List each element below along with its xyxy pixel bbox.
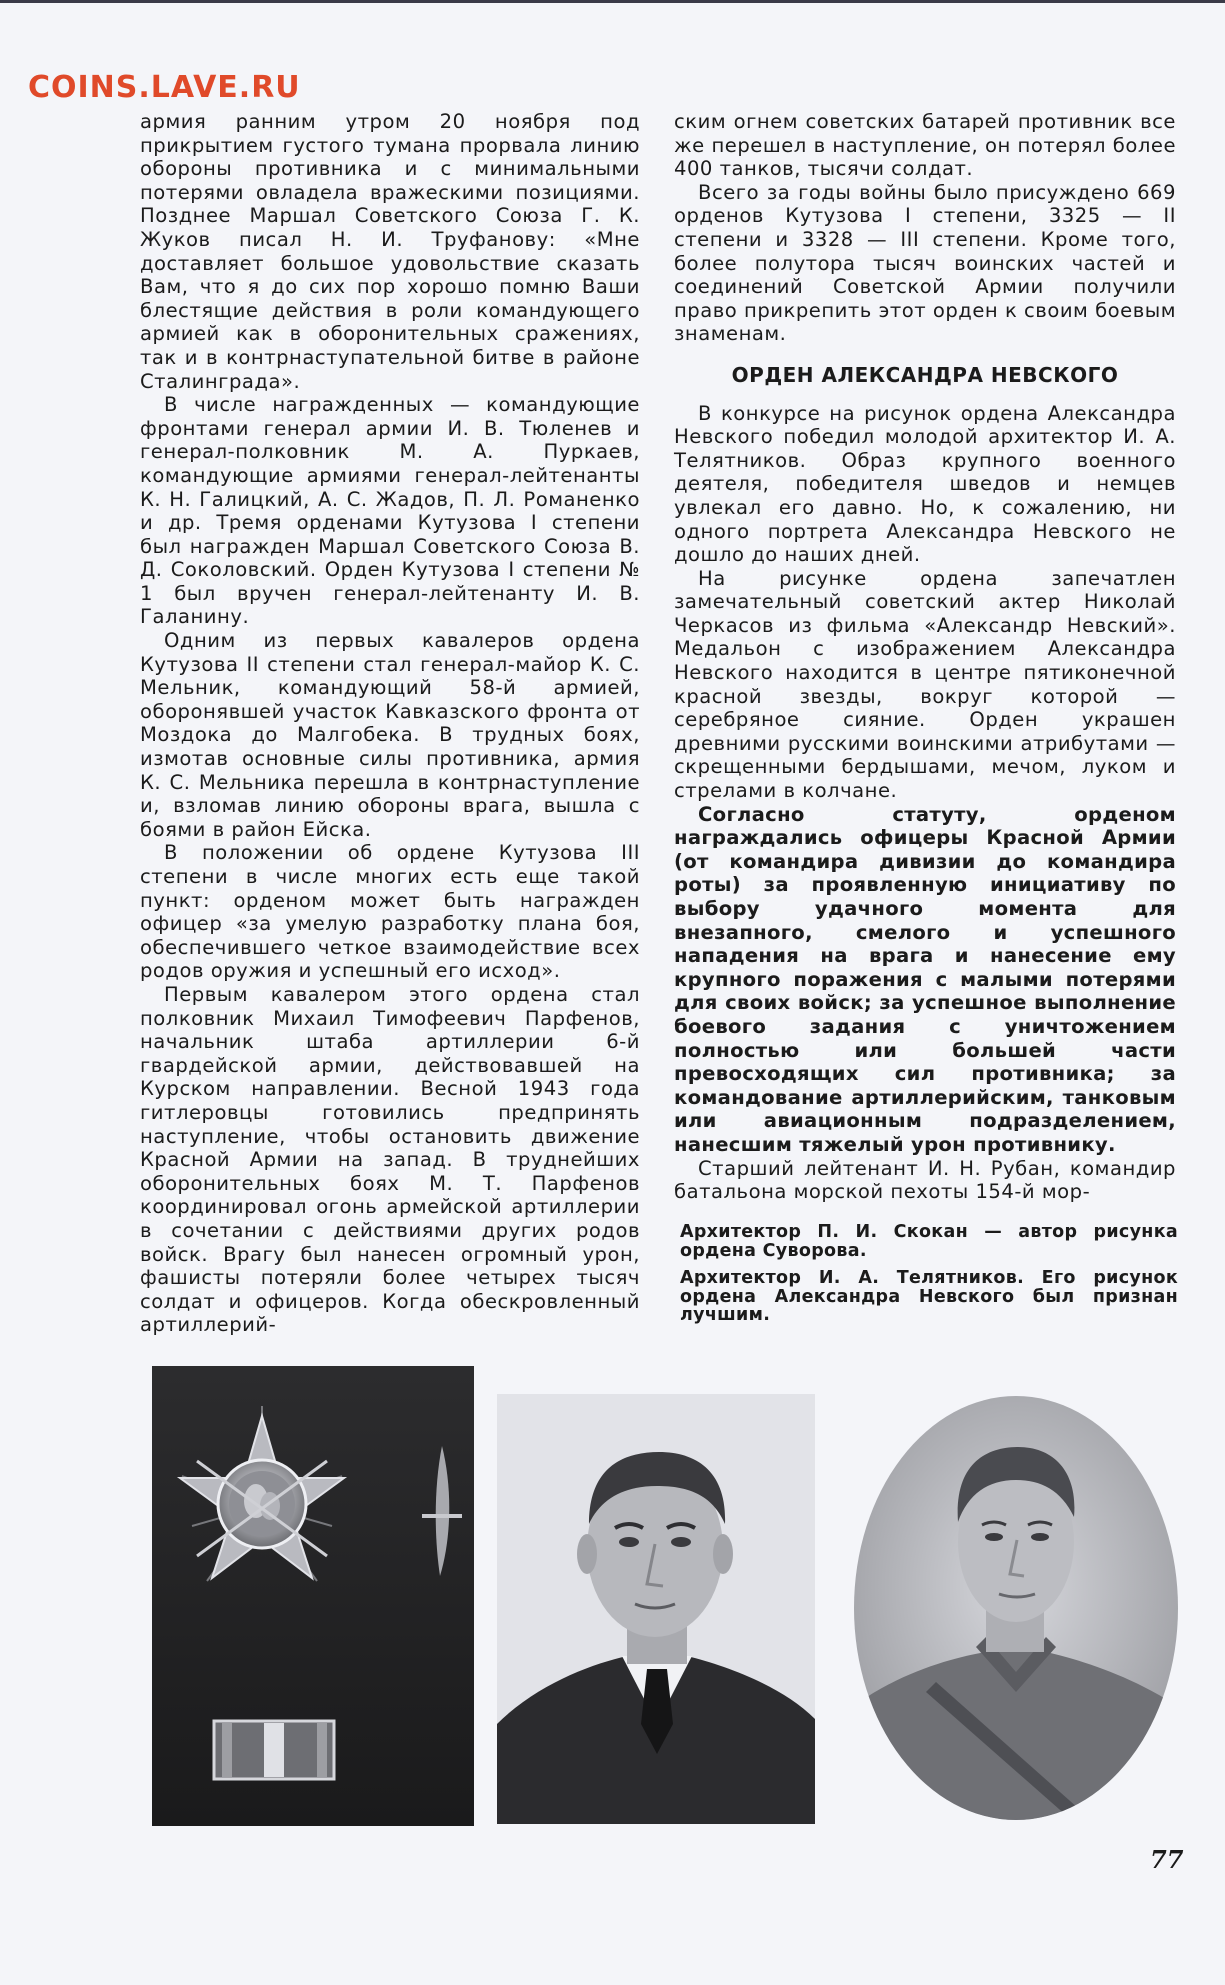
left-paragraph: Одним из первых кавалеров ордена Кутузова II степени стал генерал-майор К. С. Мельник, командующий 58-й армией, оборонявшей участок Кавказского фронта от Моздока до Малгобека. В трудных боях, измотав основные силы противника, армия К. С. Мельника перешла в контрнаступление и, взломав линию обороны врага, вышла с боями в район Ейска. xyxy=(140,629,640,841)
top-edge-rule xyxy=(0,0,1225,3)
left-paragraph: Первым кавалером этого ордена стал полковник Михаил Тимофеевич Парфенов, начальник штаба артиллерии 6-й гвардейской армии, действовавшей на Курском направлении. Весной 1943 года гитлеровцы готовились предпринять наступление, чтобы остановить движение Красной Армии на запад. В труднейших оборонительных боях М. Т. Парфенов координировал огонь армейской артиллерии в сочетании с действиями других родов войск. Врагу был нанесен огромный урон, фашисты потеряли более четырех тысяч солдат и офицеров. Когда обескровленный артиллерий- xyxy=(140,982,640,1337)
left-paragraph: В числе награжденных — командующие фронтами генерал армии И. В. Тюленев и генерал-полковник М. А. Пуркаев, командующие армиями генерал-лейтенанты К. Н. Галицкий, А. С. Жадов, П. Л. Романенко и др. Тремя орденами Кутузова I степени был награжден Маршал Советского Союза В. Д. Соколовский. Орден Кутузова I степени № 1 был вручен генерал-лейтенанту И. В. Галанину. xyxy=(140,393,640,629)
photo-captions xyxy=(680,1223,1178,1334)
section-heading: ОРДЕН АЛЕКСАНДРА НЕВСКОГО xyxy=(731,362,1119,387)
statute-paragraph: Согласно статуту, орденом награждались офицеры Красной Армии (от командира дивизии до командира роты) за проявленную инициативу по выбору удачного момента для внезапного, смелого и успешного нападения на врага и нанесение ему крупного поражения с малыми потерями для своих войск; за успешное выполнение боевого задания с уничтожением полностью или большей части превосходящих сил противника; за командование артиллерийским, танковым или авиационным подразделением, нанесшим тяжелый урон противнику. xyxy=(674,802,1176,1156)
right-paragraph-final: Старший лейтенант И. Н. Рубан, командир батальона морской пехоты 154-й мор- xyxy=(674,1156,1176,1204)
right-intro-paragraph: ским огнем советских батарей противник все же перешел в наступление, он потерял более 400 танков, тысячи солдат. xyxy=(674,110,1176,181)
caption-telyatnikov: Архитектор И. А. Телятников. Его рисунок ордена Александра Невского был признан лучшим. xyxy=(680,1268,1178,1325)
portrait-skokan xyxy=(497,1394,815,1824)
portrait-telyatnikov xyxy=(846,1392,1186,1824)
order-photo xyxy=(152,1366,474,1826)
page-number: 77 xyxy=(1150,1845,1184,1874)
left-paragraph: армия ранним утром 20 ноября под прикрытием густого тумана прорвала линию обороны противника и с минимальными потерями овладела вражескими позициями. Позднее Маршал Советского Союза Г. К. Жуков писал Н. И. Труфанову: «Мне доставляет большое удовольствие сказать Вам, что я до сих пор хорошо помню Ваши блестящие действия в роли командующего армией как в оборонительных сражениях, так и в контрнаступательной битве в районе Сталинграда». xyxy=(140,110,640,393)
right-column xyxy=(674,110,1176,1204)
left-column xyxy=(140,110,640,1337)
left-paragraph: В положении об ордене Кутузова III степени в числе многих есть еще такой пункт: орденом может быть награжден офицер «за умелую разработку плана боя, обеспечившего четкое взаимодействие всех родов оружия и успешный его исход». xyxy=(140,841,640,983)
right-paragraph: В конкурсе на рисунок ордена Александра Невского победил молодой архитектор И. А. Телятников. Образ крупного военного деятеля, победителя шведов и немцев увлекал его давно. Но, к сожалению, ни одного портрета Александра Невского не дошло до наших дней. xyxy=(674,401,1176,567)
right-intro-paragraph: Всего за годы войны было присуждено 669 орденов Кутузова I степени, 3325 — II степени и 3328 — III степени. Кроме того, более полутора тысяч воинских частей и соединений Советской Армии получили право прикрепить этот орден к своим боевым знаменам. xyxy=(674,180,1176,346)
right-paragraph: На рисунке ордена запечатлен замечательный советский актер Николай Черкасов из фильма «Александр Невский». Медальон с изображением Александра Невского находится в центре пятиконечной красной звезды, вокруг которой — серебряное сияние. Орден украшен древними русскими воинскими атрибутами — скрещенными бердышами, мечом, луком и стрелами в колчане. xyxy=(674,566,1176,803)
architect-telyatnikov-portrait-image xyxy=(846,1392,1186,1824)
watermark: COINS.LAVE.RU xyxy=(28,70,301,105)
architect-skokan-portrait-image xyxy=(497,1394,815,1824)
caption-skokan: Архитектор П. И. Скокан — автор рисунка ордена Суворова. xyxy=(680,1222,1178,1261)
order-of-alexander-nevsky-image xyxy=(152,1366,474,1826)
